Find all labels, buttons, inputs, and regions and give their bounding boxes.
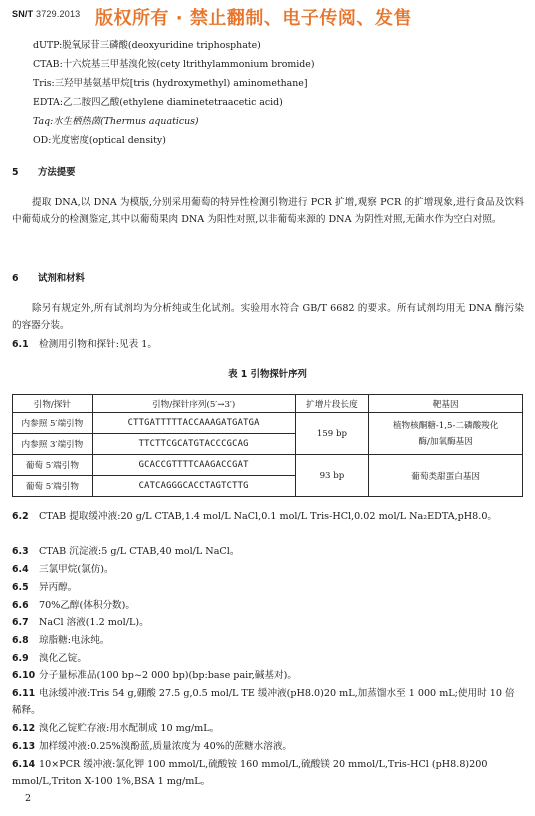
abbreviation-od: OD:光度密度(optical density): [33, 135, 166, 146]
item-number: 6.1: [12, 339, 29, 350]
target-gene: 植物核酮糖-1,5-二磷酸羧化酶/加氧酶基因: [369, 413, 523, 455]
item-text: 10×PCR 缓冲液:氯化钾 100 mmol/L,硫酸铵 160 mmol/L,硫酸镁 20 mmol/L,Tris-HCl (pH8.8)200 mmol/L,Triton X-100 1%,BSA 1 mg/mL。: [12, 759, 488, 787]
item-number: 6.14: [12, 759, 36, 770]
item-6-4: [12, 561, 524, 578]
item-text: 异丙醇。: [39, 582, 78, 593]
item-number: 6.11: [12, 688, 36, 699]
item-6-11: [12, 685, 524, 719]
item-number: 6.7: [12, 617, 29, 628]
item-number: 6.9: [12, 653, 29, 664]
item-6-9: [12, 650, 524, 667]
primer-sequence: TTCTTCGCATGTACCCGCAG: [92, 434, 295, 455]
item-text: NaCl 溶液(1.2 mol/L)。: [39, 617, 149, 628]
primer-name: 葡萄 5′端引物: [13, 476, 93, 497]
header-target: 靶基因: [369, 395, 523, 413]
item-text: 加样缓冲液:0.25%溴酚蓝,质量浓度为 40%的蔗糖水溶液。: [39, 741, 293, 752]
section-title: 试剂和材料: [38, 273, 85, 284]
item-6-7: [12, 614, 524, 631]
item-6-8: [12, 632, 524, 649]
standard-prefix: SN/T: [12, 9, 34, 19]
item-number: 6.10: [12, 670, 36, 681]
target-gene: 葡萄类甜蛋白基因: [369, 455, 523, 497]
item-text: 70%乙醇(体积分数)。: [39, 600, 135, 611]
item-number: 6.4: [12, 564, 29, 575]
primer-probe-table: [12, 394, 523, 497]
standard-number: [12, 9, 80, 19]
page-number: 2: [25, 793, 32, 804]
primer-sequence: GCACCGTTTTCAAGACCGAT: [92, 455, 295, 476]
amplicon-length: 93 bp: [295, 455, 369, 497]
amplicon-length: 159 bp: [295, 413, 369, 455]
item-text: 电泳缓冲液:Tris 54 g,硼酸 27.5 g,0.5 mol/L TE 缓冲液(pH8.0)20 mL,加蒸馏水至 1 000 mL;使用时 10 倍稀释。: [12, 688, 515, 716]
section-number: 6: [12, 273, 19, 284]
table-caption: 表 1 引物探针序列: [228, 369, 307, 380]
abbreviation-ctab: CTAB:十六烷基三甲基溴化铵(cety ltrithylammonium bromide): [33, 59, 315, 70]
primer-name: 葡萄 5′端引物: [13, 455, 93, 476]
item-6-10: [12, 667, 524, 684]
item-number: 6.6: [12, 600, 29, 611]
section-5-paragraph: 提取 DNA,以 DNA 为模版,分别采用葡萄的特异性检测引物进行 PCR 扩增,观察 PCR 的扩增现象,进行食品及饮料中葡萄成分的检测鉴定,其中以葡萄果肉 DNA 为阳性对照,以非葡萄来源的 DNA 为阴性对照,无菌水作为空白对照。: [12, 197, 524, 225]
item-text: 检测用引物和探针:见表 1。: [39, 339, 157, 350]
section-number: 5: [12, 167, 19, 178]
item-6-1: [12, 336, 524, 353]
item-text: 琼脂糖:电泳纯。: [39, 635, 110, 646]
item-6-5: [12, 579, 524, 596]
primer-sequence: CTTGATTTTTACCAAAGATGATGA: [92, 413, 295, 434]
item-text: 溴化乙锭。: [39, 653, 87, 664]
item-number: 6.12: [12, 723, 36, 734]
item-6-12: [12, 720, 524, 737]
table-row: [13, 413, 523, 434]
header-primer: 引物/探针: [13, 395, 93, 413]
primer-name: 内参照 5′端引物: [13, 413, 93, 434]
table-row: [13, 455, 523, 476]
section-5-heading: [12, 164, 76, 178]
abbreviation-tris: Tris:三羟甲基氨基甲烷[tris (hydroxymethyl) aminomethane]: [33, 78, 308, 89]
standard-year: 2013: [59, 9, 81, 19]
section-title: 方法提要: [38, 167, 76, 178]
item-text: CTAB 提取缓冲液:20 g/L CTAB,1.4 mol/L NaCl,0.1 mol/L Tris-HCl,0.02 mol/L Na₂EDTA,pH8.0。: [39, 511, 498, 522]
primer-sequence: CATCAGGGCACCTAGTCTTG: [92, 476, 295, 497]
item-number: 6.3: [12, 546, 29, 557]
item-number: 6.2: [12, 511, 29, 522]
item-6-13: [12, 738, 524, 755]
item-6-3: [12, 543, 524, 560]
item-text: 三氯甲烷(氯仿)。: [39, 564, 114, 575]
header-length: 扩增片段长度: [295, 395, 369, 413]
item-text: 分子量标准品(100 bp~2 000 bp)(bp:base pair,碱基对)。: [39, 670, 297, 681]
item-text: CTAB 沉淀液:5 g/L CTAB,40 mol/L NaCl。: [39, 546, 240, 557]
item-6-6: [12, 597, 524, 614]
primer-name: 内参照 3′端引物: [13, 434, 93, 455]
table-header-row: [13, 395, 523, 413]
abbreviation-edta: EDTA:乙二胺四乙酸(ethylene diaminetetraacetic acid): [33, 97, 283, 108]
item-number: 6.5: [12, 582, 29, 593]
abbreviation-dutp: dUTP:脱氧尿苷三磷酸(deoxyuridine triphosphate): [33, 40, 261, 51]
item-6-14: [12, 756, 524, 790]
item-number: 6.8: [12, 635, 29, 646]
section-6-heading: [12, 270, 85, 284]
abbreviation-taq: Taq:水生栖热菌(Thermus aquaticus): [33, 116, 199, 127]
standard-code: 3729.: [36, 9, 60, 19]
item-6-2: [12, 508, 524, 525]
section-6-paragraph: 除另有规定外,所有试剂均为分析纯或生化试剂。实验用水符合 GB/T 6682 的要求。所有试剂均用无 DNA 酶污染的容器分装。: [12, 303, 524, 331]
copyright-watermark: 版权所有 · 禁止翻制、电子传阅、发售: [95, 8, 412, 29]
item-text: 溴化乙锭贮存液:用水配制成 10 mg/mL。: [39, 723, 220, 734]
header-sequence: 引物/探针序列(5′→3′): [92, 395, 295, 413]
item-number: 6.13: [12, 741, 36, 752]
